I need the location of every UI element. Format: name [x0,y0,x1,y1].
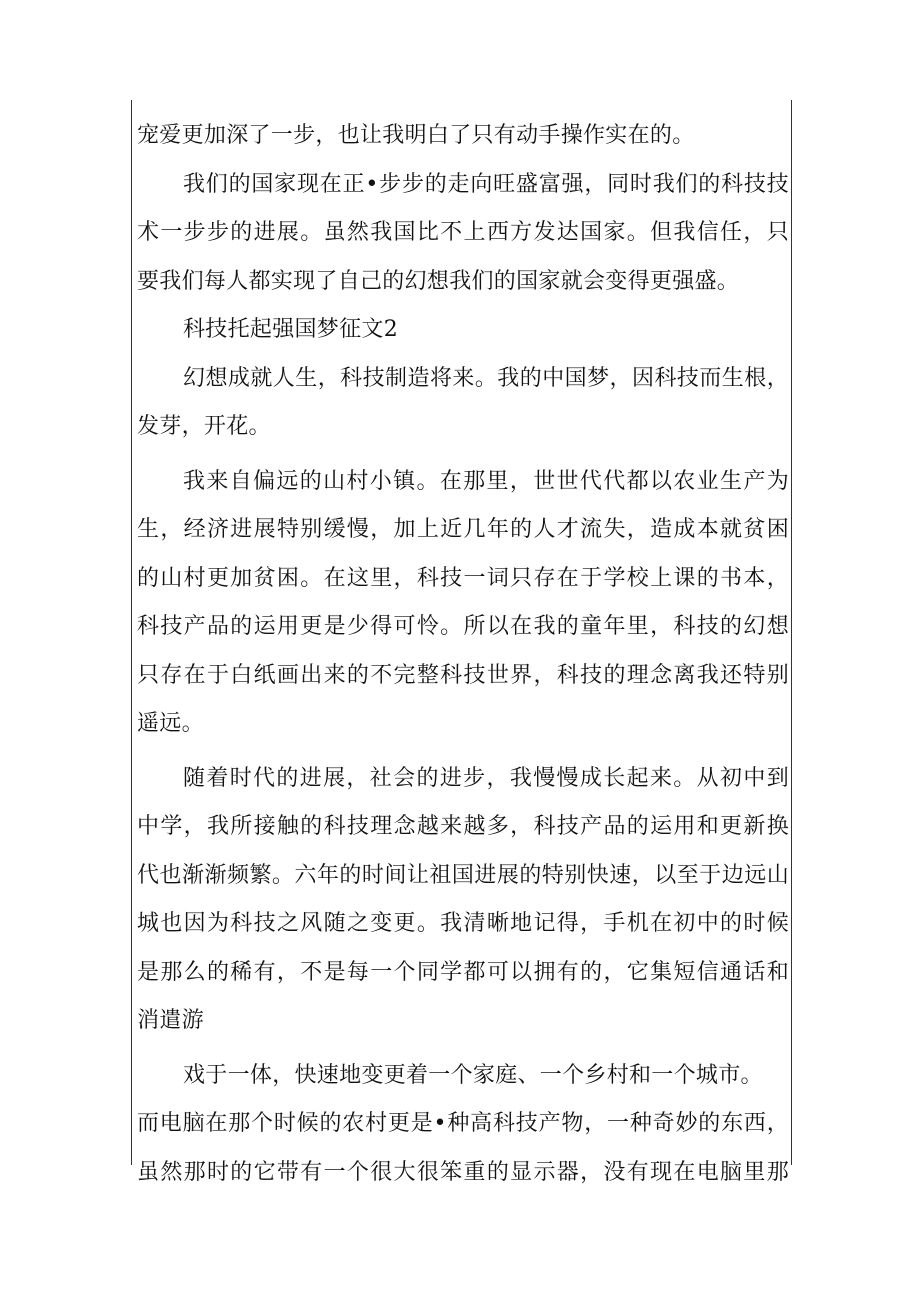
text-line: 宠爱更加深了一步，也让我明白了只有动手操作实在的。 [137,123,695,148]
text-line: 遥远。 [137,711,204,736]
text-line: 科技产品的运用更是少得可怜。所以在我的童年里，科技的幻想 [137,614,789,639]
text-line: 是那么的稀有，不是每一个同学都可以拥有的，它集短信通话和 [137,959,789,985]
text-line: 发芽，开花。 [137,414,271,439]
section-heading: 科技托起强国梦征文2 [183,317,398,342]
document-body [137,112,789,1197]
text-line: 戏于一体，快速地变更着一个家庭、一个乡村和一个城市。 [183,1062,763,1088]
text-line: 术一步步的进展。虽然我国比不上西方发达国家。但我信任，只 [137,220,789,245]
text-line: 中学，我所接触的科技理念越来越多，科技产品的运用和更新换 [137,814,789,839]
text-line: 而电脑在那个时候的农村更是•种高科技产物，一种奇妙的东西， [137,1111,789,1136]
text-line: 城也因为科技之风随之变更。我清晰地记得，手机在初中的时候 [137,911,789,936]
text-line: 要我们每人都实现了自己的幻想我们的国家就会变得更强盛。 [137,268,740,294]
text-line: 代也渐渐频繁。六年的时间让祖国进展的特别快速，以至于边远山 [137,862,789,888]
text-line: 只存在于白纸画出来的不完整科技世界，科技的理念离我还特别 [137,662,789,688]
left-border-line [131,100,132,1165]
right-border-line [791,100,792,1165]
text-line: 消遣游 [137,1008,204,1033]
text-line: 的山村更加贫困。在这里，科技一词只存在于学校上课的书本， [137,565,789,591]
text-line: 生，经济进展特别缓慢，加上近几年的人才流失，造成本就贫困 [137,517,789,542]
text-line: 我来自偏远的山村小镇。在那里，世世代代都以农业生产为 [183,468,789,494]
text-line: 虽然那时的它带有一个很大很笨重的显示器，没有现在电脑里那 [137,1159,789,1185]
text-line: 我们的国家现在正•步步的走向旺盛富强，同时我们的科技技 [183,171,789,197]
text-line: 幻想成就人生，科技制造将来。我的中国梦，因科技而生根， [183,365,789,391]
text-line: 随着时代的进展，社会的进步，我慢慢成长起来。从初中到 [183,765,789,791]
